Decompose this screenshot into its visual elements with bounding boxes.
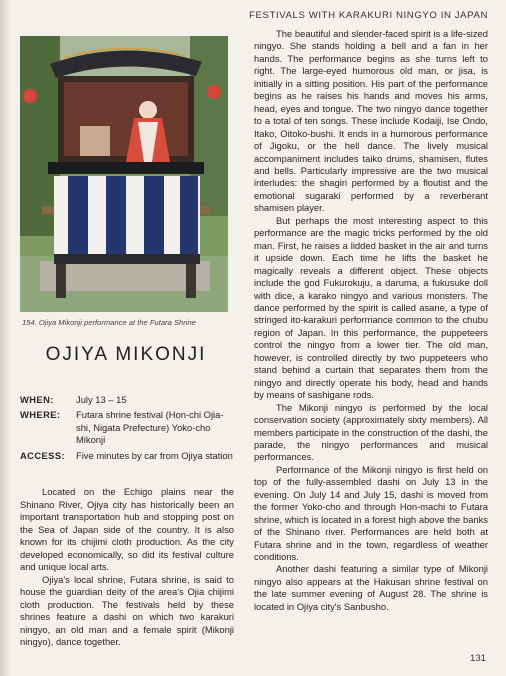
photo-caption: 154. Ojiya Mikonji performance at the Futara Shrine — [22, 318, 196, 327]
page-number: 131 — [469, 653, 486, 664]
paragraph: But perhaps the most interesting aspect to this performance are the magic tricks performed by the old man. First, he raises a lidded basket in the air and turns it upside down. Each time he lifts the basket he magically reveals a different object. These objects include the god Fukurokuju, a daruma, a fukusuke doll with dice, a karako ningyo and various monsters. The dance performed by the spirit is called asane, a type of stringed ito-karakuri performance common to the chubu region of Japan. In this performance, the puppeteers control the ningyo from a lower tier. The old man, however, is controlled directly by two puppeteers who stand behind a curtain that separates them from the ningyo and directly operate his body, head and hands by means of sashigane rods. — [254, 214, 488, 401]
info-label: WHEN: — [20, 394, 54, 405]
paragraph: Another dashi featuring a similar type of Mikonji ningyo also appears at the Hakusan shrine festival on the late summer evening of August 28. The shrine is located in Ojiya city's Sanbusho. — [254, 563, 488, 612]
paragraph: Performance of the Mikonji ningyo is first held on top of the fully-assembled dashi on July 13 in the evening. On July 14 and July 15, dashi is moved from the former Yoko-cho and through Hon-machi to Futara shrine, which is located in a forest high above the banks of the Shinano river. Performances are held both at Futara shrine and in the town, regardless of weather conditions. — [254, 463, 488, 563]
festival-photo — [20, 36, 228, 312]
info-value: Futara shrine festival (Hon-chi Ojia-shi, Nigata Prefecture) Yoko-cho Mikonji — [76, 409, 224, 446]
event-info — [20, 394, 234, 465]
running-head: FESTIVALS WITH KARAKURI NINGYO IN JAPAN — [249, 10, 488, 21]
paragraph: The beautiful and slender-faced spirit is a life-sized ningyo. She stands holding a bell and a fan in her hands. The performance begins as she turns left to right. The large-eyed humorous old man, or jisa, is initially in a sitting position. His part of the performance begins as he raises his hands and moves his arms, head, eyes and tongue. The two ningyo dance together to a total of ten songs. These include Kodaiji, Ise Ondo, Itako, Oitoko-bushi. It ends in a humorous performance of Jigoku, or the hell dance. The lively musical accompaniment includes taiko drums, shamisen, flutes and bells. Particularly impressive are the two musical interludes: the shagiri performed by a floutist and the emotional sugaraki performed by a reverberant shamisen player. — [254, 28, 488, 214]
info-value: Five minutes by car from Ojiya station — [76, 449, 233, 461]
info-row-access — [20, 450, 234, 462]
right-column-text — [254, 28, 488, 613]
section-title: OJIYA MIKONJI — [45, 344, 207, 365]
paragraph: Ojiya's local shrine, Futara shrine, is said to house the guardian deity of the area's Ojia chijimi cloth production. The festivals held by these shrines feature a dashi on which two karakuri ningyo, an old man and a female spirit (Mikonji ningyo), dance together. — [20, 573, 234, 647]
left-column-text — [20, 486, 234, 649]
info-row-where — [20, 409, 234, 446]
info-value: July 13 – 15 — [76, 394, 127, 405]
paragraph: Located on the Echigo plains near the Shinano River, Ojiya city has historically been an important transportation hub and stopping post on the Sea of Japan side of the country. It is also known for its chijimi cloth production. As the city developed economically, so did its festival culture and unique local arts. — [20, 486, 234, 572]
info-label: ACCESS: — [20, 449, 65, 461]
info-row-when — [20, 394, 234, 406]
paragraph: The Mikonji ningyo is performed by the local conservation society (approximately sixty members). All members participate in the construction of the dashi, the parade, the ningyo performances and musical performances. — [254, 401, 488, 463]
info-label: WHERE: — [20, 409, 61, 421]
page-gutter-shadow — [0, 0, 10, 676]
